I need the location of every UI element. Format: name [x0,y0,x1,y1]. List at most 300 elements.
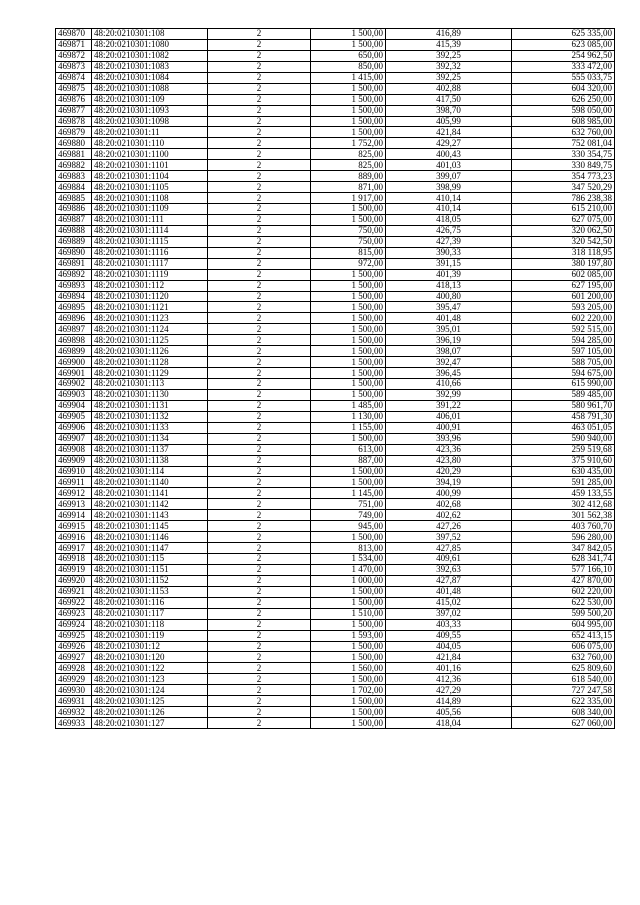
row-id-cell: 469891 [56,258,92,269]
area-cell: 1 145,00 [311,488,386,499]
row-id-cell: 469870 [56,29,92,40]
table-row [56,444,615,455]
cadastral-number-cell: 48:20:0210301:1105 [92,182,208,193]
unit-value-cell: 418,13 [386,280,512,291]
unit-value-cell: 391,22 [386,400,512,411]
row-id-cell: 469909 [56,455,92,466]
unit-value-cell: 391,15 [386,258,512,269]
table-row [56,39,615,50]
area-cell: 1 500,00 [311,619,386,630]
cadastral-number-cell: 48:20:0210301:1131 [92,400,208,411]
area-cell: 1 500,00 [311,280,386,291]
group-cell: 2 [208,466,311,477]
row-id-cell: 469893 [56,280,92,291]
table-row [56,543,615,554]
area-cell: 813,00 [311,543,386,554]
row-id-cell: 469875 [56,83,92,94]
row-id-cell: 469923 [56,608,92,619]
cadastral-value-cell: 602 220,00 [512,313,615,324]
row-id-cell: 469887 [56,214,92,225]
cadastral-value-cell: 597 105,00 [512,346,615,357]
table-row [56,280,615,291]
cadastral-value-cell: 627 060,00 [512,718,615,729]
cadastral-value-cell: 591 285,00 [512,477,615,488]
cadastral-number-cell: 48:20:0210301:1152 [92,575,208,586]
row-id-cell: 469913 [56,499,92,510]
unit-value-cell: 404,05 [386,641,512,652]
cadastral-number-cell: 48:20:0210301:118 [92,619,208,630]
table-row [56,83,615,94]
group-cell: 2 [208,149,311,160]
cadastral-number-cell: 48:20:0210301:117 [92,608,208,619]
table-row [56,269,615,280]
area-cell: 1 752,00 [311,138,386,149]
cadastral-value-cell: 320 542,50 [512,236,615,247]
table-row [56,72,615,83]
table-row [56,61,615,72]
table-row [56,707,615,718]
cadastral-value-cell: 608 985,00 [512,116,615,127]
cadastral-number-cell: 48:20:0210301:114 [92,466,208,477]
unit-value-cell: 417,50 [386,94,512,105]
cadastral-value-cell: 623 085,00 [512,39,615,50]
cadastral-number-cell: 48:20:0210301:1117 [92,258,208,269]
unit-value-cell: 400,80 [386,291,512,302]
unit-value-cell: 410,66 [386,379,512,390]
row-id-cell: 469901 [56,368,92,379]
cadastral-number-cell: 48:20:0210301:1101 [92,160,208,171]
unit-value-cell: 405,56 [386,707,512,718]
area-cell: 1 500,00 [311,324,386,335]
area-cell: 1 500,00 [311,477,386,488]
unit-value-cell: 410,14 [386,193,512,204]
row-id-cell: 469902 [56,379,92,390]
table-row [56,532,615,543]
area-cell: 1 155,00 [311,422,386,433]
area-cell: 871,00 [311,182,386,193]
cadastral-value-cell: 594 675,00 [512,368,615,379]
row-id-cell: 469886 [56,204,92,215]
area-cell: 815,00 [311,247,386,258]
table-row [56,564,615,575]
group-cell: 2 [208,488,311,499]
table-row [56,400,615,411]
cadastral-number-cell: 48:20:0210301:1147 [92,543,208,554]
group-cell: 2 [208,204,311,215]
row-id-cell: 469876 [56,94,92,105]
cadastral-value-cell: 625 809,60 [512,663,615,674]
group-cell: 2 [208,291,311,302]
cadastral-number-cell: 48:20:0210301:1119 [92,269,208,280]
area-cell: 650,00 [311,50,386,61]
cadastral-value-cell: 627 195,00 [512,280,615,291]
group-cell: 2 [208,127,311,138]
cadastral-value-cell: 380 197,80 [512,258,615,269]
area-cell: 825,00 [311,149,386,160]
group-cell: 2 [208,29,311,40]
table-row [56,499,615,510]
cadastral-number-cell: 48:20:0210301:1083 [92,61,208,72]
cadastral-value-cell: 608 340,00 [512,707,615,718]
group-cell: 2 [208,652,311,663]
area-cell: 1 500,00 [311,696,386,707]
group-cell: 2 [208,411,311,422]
row-id-cell: 469907 [56,433,92,444]
row-id-cell: 469884 [56,182,92,193]
cadastral-value-cell: 622 335,00 [512,696,615,707]
cadastral-number-cell: 48:20:0210301:1140 [92,477,208,488]
cadastral-number-cell: 48:20:0210301:1142 [92,499,208,510]
cadastral-number-cell: 48:20:0210301:1132 [92,411,208,422]
table-body [56,29,615,729]
area-cell: 1 415,00 [311,72,386,83]
row-id-cell: 469894 [56,291,92,302]
row-id-cell: 469871 [56,39,92,50]
table-row [56,116,615,127]
cadastral-number-cell: 48:20:0210301:1115 [92,236,208,247]
area-cell: 1 130,00 [311,411,386,422]
unit-value-cell: 392,32 [386,61,512,72]
unit-value-cell: 421,84 [386,652,512,663]
cadastral-value-cell: 318 118,95 [512,247,615,258]
row-id-cell: 469898 [56,335,92,346]
unit-value-cell: 401,03 [386,160,512,171]
unit-value-cell: 409,55 [386,630,512,641]
group-cell: 2 [208,105,311,116]
table-row [56,105,615,116]
area-cell: 1 500,00 [311,291,386,302]
group-cell: 2 [208,39,311,50]
cadastral-number-cell: 48:20:0210301:1126 [92,346,208,357]
table-row [56,225,615,236]
cadastral-number-cell: 48:20:0210301:110 [92,138,208,149]
cadastral-number-cell: 48:20:0210301:1125 [92,335,208,346]
table-row [56,204,615,215]
row-id-cell: 469918 [56,554,92,565]
table-row [56,521,615,532]
area-cell: 1 500,00 [311,94,386,105]
group-cell: 2 [208,247,311,258]
cadastral-number-cell: 48:20:0210301:1145 [92,521,208,532]
area-cell: 825,00 [311,160,386,171]
row-id-cell: 469915 [56,521,92,532]
unit-value-cell: 421,84 [386,127,512,138]
area-cell: 850,00 [311,61,386,72]
area-cell: 1 500,00 [311,39,386,50]
row-id-cell: 469908 [56,444,92,455]
area-cell: 1 500,00 [311,269,386,280]
table-row [56,346,615,357]
cadastral-number-cell: 48:20:0210301:126 [92,707,208,718]
cadastral-number-cell: 48:20:0210301:1104 [92,171,208,182]
cadastral-number-cell: 48:20:0210301:1093 [92,105,208,116]
unit-value-cell: 414,89 [386,696,512,707]
group-cell: 2 [208,619,311,630]
row-id-cell: 469919 [56,564,92,575]
group-cell: 2 [208,630,311,641]
cadastral-number-cell: 48:20:0210301:1088 [92,83,208,94]
row-id-cell: 469895 [56,302,92,313]
area-cell: 1 500,00 [311,466,386,477]
row-id-cell: 469883 [56,171,92,182]
row-id-cell: 469925 [56,630,92,641]
area-cell: 1 917,00 [311,193,386,204]
cadastral-number-cell: 48:20:0210301:1084 [92,72,208,83]
unit-value-cell: 400,91 [386,422,512,433]
row-id-cell: 469906 [56,422,92,433]
cadastral-number-cell: 48:20:0210301:1100 [92,149,208,160]
cadastral-value-cell: 602 220,00 [512,586,615,597]
group-cell: 2 [208,400,311,411]
unit-value-cell: 427,85 [386,543,512,554]
group-cell: 2 [208,193,311,204]
unit-value-cell: 401,48 [386,586,512,597]
row-id-cell: 469892 [56,269,92,280]
cadastral-number-cell: 48:20:0210301:1134 [92,433,208,444]
unit-value-cell: 395,01 [386,324,512,335]
row-id-cell: 469888 [56,225,92,236]
unit-value-cell: 398,07 [386,346,512,357]
table-row [56,379,615,390]
row-id-cell: 469881 [56,149,92,160]
cadastral-number-cell: 48:20:0210301:1109 [92,204,208,215]
group-cell: 2 [208,302,311,313]
cadastral-value-cell: 622 530,00 [512,597,615,608]
group-cell: 2 [208,696,311,707]
group-cell: 2 [208,94,311,105]
cadastral-number-cell: 48:20:0210301:11 [92,127,208,138]
group-cell: 2 [208,718,311,729]
area-cell: 1 485,00 [311,400,386,411]
cadastral-number-cell: 48:20:0210301:1128 [92,357,208,368]
table-row [56,214,615,225]
table-row [56,718,615,729]
group-cell: 2 [208,422,311,433]
group-cell: 2 [208,499,311,510]
group-cell: 2 [208,50,311,61]
unit-value-cell: 418,05 [386,214,512,225]
unit-value-cell: 423,36 [386,444,512,455]
table-row [56,411,615,422]
area-cell: 750,00 [311,225,386,236]
area-cell: 751,00 [311,499,386,510]
area-cell: 1 500,00 [311,652,386,663]
row-id-cell: 469880 [56,138,92,149]
cadastral-value-cell: 652 413,15 [512,630,615,641]
row-id-cell: 469872 [56,50,92,61]
area-cell: 1 500,00 [311,389,386,400]
cadastral-value-cell: 606 075,00 [512,641,615,652]
group-cell: 2 [208,346,311,357]
cadastral-value-cell: 727 247,58 [512,685,615,696]
cadastral-number-cell: 48:20:0210301:112 [92,280,208,291]
cadastral-number-cell: 48:20:0210301:113 [92,379,208,390]
cadastral-value-cell: 602 085,00 [512,269,615,280]
row-id-cell: 469903 [56,389,92,400]
table-row [56,171,615,182]
group-cell: 2 [208,641,311,652]
row-id-cell: 469896 [56,313,92,324]
table-row [56,50,615,61]
cadastral-value-cell: 627 075,00 [512,214,615,225]
unit-value-cell: 392,47 [386,357,512,368]
unit-value-cell: 418,04 [386,718,512,729]
cadastral-number-cell: 48:20:0210301:116 [92,597,208,608]
area-cell: 1 500,00 [311,204,386,215]
area-cell: 972,00 [311,258,386,269]
area-cell: 1 500,00 [311,718,386,729]
cadastral-number-cell: 48:20:0210301:1133 [92,422,208,433]
group-cell: 2 [208,444,311,455]
cadastral-number-cell: 48:20:0210301:111 [92,214,208,225]
row-id-cell: 469873 [56,61,92,72]
cadastral-number-cell: 48:20:0210301:1143 [92,510,208,521]
cadastral-number-cell: 48:20:0210301:1129 [92,368,208,379]
row-id-cell: 469910 [56,466,92,477]
cadastral-value-cell: 632 760,00 [512,127,615,138]
area-cell: 1 500,00 [311,29,386,40]
cadastral-number-cell: 48:20:0210301:108 [92,29,208,40]
cadastral-number-cell: 48:20:0210301:1080 [92,39,208,50]
area-cell: 1 500,00 [311,335,386,346]
row-id-cell: 469878 [56,116,92,127]
unit-value-cell: 403,33 [386,619,512,630]
row-id-cell: 469924 [56,619,92,630]
unit-value-cell: 420,29 [386,466,512,477]
table-row [56,247,615,258]
area-cell: 1 500,00 [311,116,386,127]
table-row [56,160,615,171]
unit-value-cell: 416,89 [386,29,512,40]
group-cell: 2 [208,258,311,269]
table-row [56,663,615,674]
unit-value-cell: 409,61 [386,554,512,565]
cadastral-value-cell: 580 961,70 [512,400,615,411]
cadastral-value-cell: 590 940,00 [512,433,615,444]
group-cell: 2 [208,510,311,521]
table-row [56,302,615,313]
cadastral-value-cell: 599 500,20 [512,608,615,619]
area-cell: 613,00 [311,444,386,455]
group-cell: 2 [208,335,311,346]
cadastral-value-cell: 375 910,60 [512,455,615,466]
unit-value-cell: 423,80 [386,455,512,466]
unit-value-cell: 393,96 [386,433,512,444]
cadastral-number-cell: 48:20:0210301:1108 [92,193,208,204]
row-id-cell: 469912 [56,488,92,499]
group-cell: 2 [208,608,311,619]
unit-value-cell: 400,43 [386,149,512,160]
row-id-cell: 469874 [56,72,92,83]
cadastral-number-cell: 48:20:0210301:1123 [92,313,208,324]
group-cell: 2 [208,455,311,466]
cadastral-value-cell: 254 962,50 [512,50,615,61]
cadastral-value-cell: 786 238,38 [512,193,615,204]
table-row [56,575,615,586]
table-row [56,324,615,335]
area-cell: 1 510,00 [311,608,386,619]
cadastral-value-cell: 615 210,00 [512,204,615,215]
area-cell: 749,00 [311,510,386,521]
area-cell: 1 500,00 [311,674,386,685]
area-cell: 889,00 [311,171,386,182]
table-row [56,127,615,138]
unit-value-cell: 401,39 [386,269,512,280]
group-cell: 2 [208,575,311,586]
area-cell: 1 500,00 [311,433,386,444]
cadastral-value-cell: 330 849,75 [512,160,615,171]
unit-value-cell: 415,39 [386,39,512,50]
unit-value-cell: 402,88 [386,83,512,94]
area-cell: 1 500,00 [311,83,386,94]
unit-value-cell: 402,68 [386,499,512,510]
group-cell: 2 [208,160,311,171]
unit-value-cell: 401,16 [386,663,512,674]
cadastral-number-cell: 48:20:0210301:1098 [92,116,208,127]
table-row [56,597,615,608]
row-id-cell: 469932 [56,707,92,718]
cadastral-value-cell: 403 760,70 [512,521,615,532]
row-id-cell: 469904 [56,400,92,411]
row-id-cell: 469929 [56,674,92,685]
group-cell: 2 [208,564,311,575]
table-row [56,357,615,368]
table-row [56,182,615,193]
group-cell: 2 [208,357,311,368]
area-cell: 1 534,00 [311,554,386,565]
cadastral-value-cell: 458 791,30 [512,411,615,422]
area-cell: 1 500,00 [311,532,386,543]
unit-value-cell: 399,07 [386,171,512,182]
cadastral-value-cell: 601 200,00 [512,291,615,302]
table-row [56,422,615,433]
group-cell: 2 [208,269,311,280]
row-id-cell: 469933 [56,718,92,729]
area-cell: 1 500,00 [311,302,386,313]
table-row [56,674,615,685]
group-cell: 2 [208,182,311,193]
cadastral-number-cell: 48:20:0210301:122 [92,663,208,674]
unit-value-cell: 392,25 [386,72,512,83]
cadastral-value-cell: 625 335,00 [512,29,615,40]
area-cell: 1 470,00 [311,564,386,575]
area-cell: 1 593,00 [311,630,386,641]
row-id-cell: 469922 [56,597,92,608]
group-cell: 2 [208,83,311,94]
table-row [56,630,615,641]
cadastral-value-cell: 330 354,75 [512,149,615,160]
cadastral-value-cell: 630 435,00 [512,466,615,477]
unit-value-cell: 396,45 [386,368,512,379]
cadastral-value-cell: 589 485,00 [512,389,615,400]
cadastral-value-cell: 615 990,00 [512,379,615,390]
table-row [56,466,615,477]
cadastral-value-cell: 347 842,05 [512,543,615,554]
cadastral-number-cell: 48:20:0210301:12 [92,641,208,652]
unit-value-cell: 392,25 [386,50,512,61]
row-id-cell: 469931 [56,696,92,707]
unit-value-cell: 427,29 [386,685,512,696]
cadastral-number-cell: 48:20:0210301:124 [92,685,208,696]
cadastral-number-cell: 48:20:0210301:1130 [92,389,208,400]
unit-value-cell: 412,36 [386,674,512,685]
group-cell: 2 [208,280,311,291]
table-row [56,641,615,652]
group-cell: 2 [208,685,311,696]
group-cell: 2 [208,379,311,390]
cadastral-value-cell: 604 320,00 [512,83,615,94]
table-row [56,335,615,346]
